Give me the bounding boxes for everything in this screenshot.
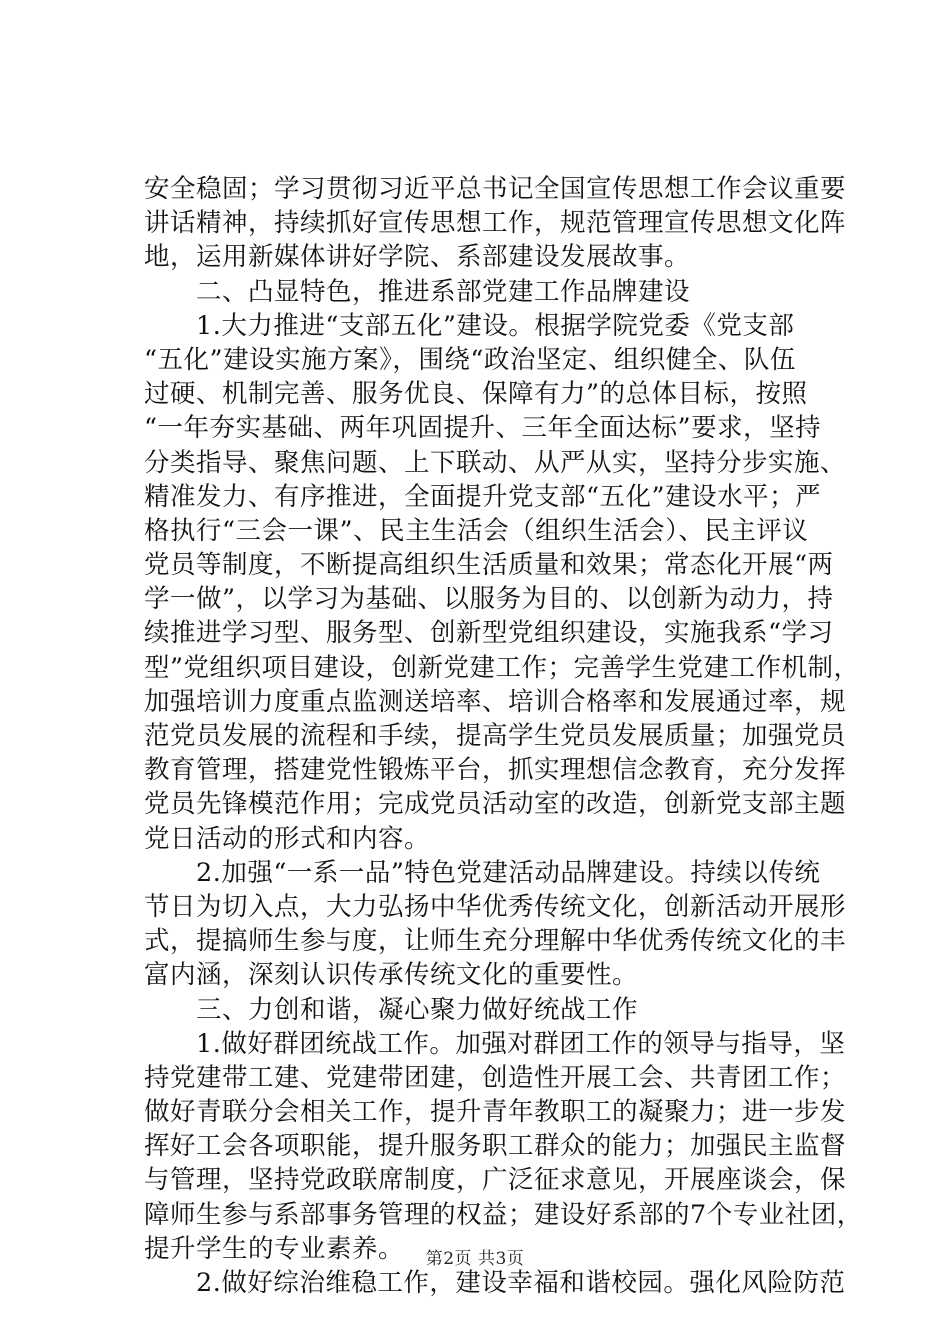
paragraph-line: 党员先锋模范作用；完成党员活动室的改造，创新党支部主题 xyxy=(144,789,847,820)
paragraph-line: “五化”建设实施方案》，围绕“政治坚定、组织健全、队伍 xyxy=(144,344,796,375)
paragraph-line: 续推进学习型、服务型、创新型党组织建设，实施我系“学习 xyxy=(144,618,834,649)
paragraph-line: 学一做”，以学习为基础、以服务为目的、以创新为动力，持 xyxy=(144,584,834,615)
paragraph-line: 党员等制度，不断提高组织生活质量和效果；常态化开展“两 xyxy=(144,550,834,581)
paragraph-line: 提升学生的专业素养。 xyxy=(144,1233,405,1264)
paragraph-line: 分类指导、聚焦问题、上下联动、从严从实，坚持分步实施、 xyxy=(144,447,847,478)
paragraph-line: 节日为切入点，大力弘扬中华优秀传统文化，创新活动开展形 xyxy=(144,891,847,922)
paragraph-line: 加强培训力度重点监测送培率、培训合格率和发展通过率，规 xyxy=(144,686,847,717)
paragraph-line: “一年夯实基础、两年巩固提升、三年全面达标”要求，坚持 xyxy=(144,413,822,444)
paragraph-line: 2.加强“一系一品”特色党建活动品牌建设。持续以传统 xyxy=(196,857,821,888)
paragraph-line: 教育管理，搭建党性锻炼平台，抓实理想信念教育，充分发挥 xyxy=(144,755,847,786)
paragraph-line: 1.做好群团统战工作。加强对群团工作的领导与指导，坚 xyxy=(196,1028,846,1059)
paragraph-line: 式，提搞师生参与度，让师生充分理解中华优秀传统文化的丰 xyxy=(144,926,847,957)
paragraph-line: 型”党组织项目建设，创新党建工作；完善学生党建工作机制， xyxy=(144,652,860,683)
paragraph-line: 讲话精神，持续抓好宣传思想工作，规范管理宣传思想文化阵 xyxy=(144,208,847,239)
page-footer: 第2页 共3页 xyxy=(425,1249,525,1269)
paragraph-line: 持党建带工建、党建带团建，创造性开展工会、共青团工作； xyxy=(144,1062,847,1093)
paragraph-line: 挥好工会各项职能，提升服务职工群众的能力；加强民主监督 xyxy=(144,1131,847,1162)
document-body xyxy=(144,172,863,1300)
paragraph-line: 过硬、机制完善、服务优良、保障有力”的总体目标，按照 xyxy=(144,379,808,410)
paragraph-line: 障师生参与系部事务管理的权益；建设好系部的7个专业社团， xyxy=(144,1199,863,1230)
paragraph-line: 格执行“三会一课”、民主生活会（组织生活会）、民主评议 xyxy=(144,515,809,546)
paragraph-line: 精准发力、有序推进，全面提升党支部“五化”建设水平；严 xyxy=(144,481,822,512)
paragraph-line: 1.大力推进“支部五化”建设。根据学院党委《党支部 xyxy=(196,310,795,341)
paragraph-line: 做好青联分会相关工作，提升青年教职工的凝聚力；进一步发 xyxy=(144,1097,847,1128)
paragraph-line: 2.做好综治维稳工作，建设幸福和谐校园。强化风险防范 xyxy=(196,1268,846,1298)
paragraph-line: 范党员发展的流程和手续，提高学生党员发展质量；加强党员 xyxy=(144,721,847,751)
paragraph-line: 与管理，坚持党政联席制度，广泛征求意见，开展座谈会，保 xyxy=(144,1165,847,1196)
paragraph-line: 党日活动的形式和内容。 xyxy=(144,823,431,854)
section-heading: 三、力创和谐，凝心聚力做好统战工作 xyxy=(196,994,639,1025)
paragraph-line: 富内涵，深刻认识传承传统文化的重要性。 xyxy=(144,960,639,991)
paragraph-line: 安全稳固；学习贯彻习近平总书记全国宣传思想工作会议重要 xyxy=(144,174,847,204)
section-heading: 二、凸显特色，推进系部党建工作品牌建设 xyxy=(196,276,691,307)
paragraph-line: 地，运用新媒体讲好学院、系部建设发展故事。 xyxy=(144,242,691,273)
